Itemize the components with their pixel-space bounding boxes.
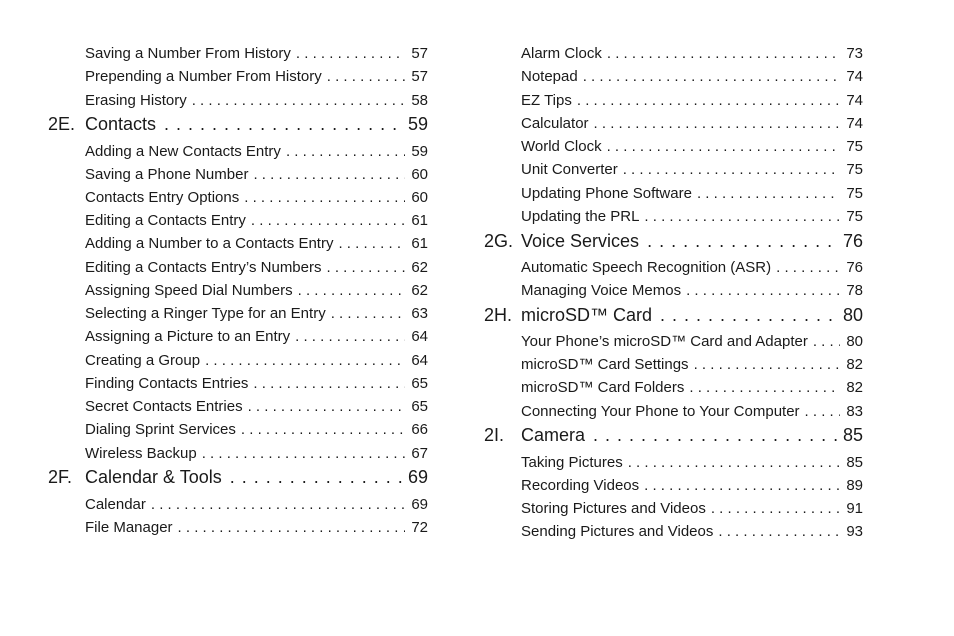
- section-page: 59: [407, 114, 428, 134]
- toc-entry-page: 62: [411, 282, 428, 299]
- section-title: Voice Services: [521, 231, 640, 251]
- dot-leader: [298, 281, 405, 301]
- section-number: 2E.: [48, 114, 76, 134]
- toc-entry-page: 72: [411, 519, 428, 536]
- toc-entry-page: 67: [411, 445, 428, 462]
- toc-entry[interactable]: [521, 476, 863, 496]
- toc-entry-title: Saving a Number From History: [85, 45, 291, 62]
- toc-entry[interactable]: [85, 281, 428, 301]
- dot-leader: [286, 142, 405, 162]
- toc-entry-page: 78: [846, 282, 863, 299]
- dot-leader: [248, 397, 405, 417]
- toc-entry-page: 64: [411, 352, 428, 369]
- toc-entry-title: Notepad: [521, 68, 578, 85]
- toc-entry-page: 75: [846, 161, 863, 178]
- toc-entry-title: Wireless Backup: [85, 445, 197, 462]
- toc-entry[interactable]: [85, 234, 428, 254]
- toc-entry[interactable]: [85, 188, 428, 208]
- toc-entry-page: 74: [846, 115, 863, 132]
- toc-entry[interactable]: [85, 327, 428, 347]
- toc-entry[interactable]: [85, 351, 428, 371]
- dot-leader: [594, 114, 840, 134]
- toc-entry-page: 82: [846, 356, 863, 373]
- toc-entry-title: Finding Contacts Entries: [85, 375, 249, 392]
- toc-entry-title: microSD™ Card Folders: [521, 379, 685, 396]
- toc-entry-title: World Clock: [521, 138, 602, 155]
- toc-entry[interactable]: [521, 453, 863, 473]
- toc-entry-page: 82: [846, 379, 863, 396]
- toc-entry[interactable]: [85, 374, 428, 394]
- section-page: 69: [407, 467, 428, 487]
- toc-entry-title: Recording Videos: [521, 477, 640, 494]
- toc-entry[interactable]: [85, 518, 428, 538]
- dot-leader: [813, 332, 840, 352]
- toc-entry[interactable]: [521, 44, 863, 64]
- dot-leader: [583, 67, 840, 87]
- toc-entry[interactable]: [521, 137, 863, 157]
- toc-entry[interactable]: [521, 522, 863, 542]
- dot-leader: [338, 234, 405, 254]
- section-title: microSD™ Card: [521, 305, 653, 325]
- toc-entry[interactable]: [521, 499, 863, 519]
- dot-leader: [607, 137, 840, 157]
- toc-entry-page: 91: [846, 500, 863, 517]
- toc-entry-page: 57: [411, 45, 428, 62]
- toc-entry[interactable]: [85, 211, 428, 231]
- dot-leader: [577, 91, 840, 111]
- toc-entry-page: 69: [411, 496, 428, 513]
- toc-entry[interactable]: [521, 207, 863, 227]
- toc-entry-page: 74: [846, 92, 863, 109]
- dot-leader: [295, 327, 405, 347]
- toc-entry-page: 75: [846, 185, 863, 202]
- toc-entry[interactable]: [521, 258, 863, 278]
- toc-entry-title: Secret Contacts Entries: [85, 398, 243, 415]
- toc-entry-title: Assigning Speed Dial Numbers: [85, 282, 293, 299]
- toc-entry-page: 83: [846, 403, 863, 420]
- toc-entry-title: Taking Pictures: [521, 454, 623, 471]
- dot-leader: [151, 495, 405, 515]
- section-number: 2F.: [48, 467, 73, 487]
- section-title: Contacts: [85, 114, 157, 134]
- toc-entry-page: 59: [411, 143, 428, 160]
- toc-entry-title: File Manager: [85, 519, 173, 536]
- toc-entry-title: Calendar: [85, 496, 146, 513]
- toc-entry-page: 61: [411, 235, 428, 252]
- toc-entry-title: Managing Voice Memos: [521, 282, 682, 299]
- toc-section-contacts[interactable]: [48, 113, 428, 135]
- dot-leader: [689, 378, 840, 398]
- dot-leader: [647, 230, 837, 252]
- toc-entry-title: Updating Phone Software: [521, 185, 692, 202]
- toc-entry-page: 60: [411, 166, 428, 183]
- toc-entry-title: Sending Pictures and Videos: [521, 523, 714, 540]
- toc-entry[interactable]: [521, 378, 863, 398]
- toc-entry[interactable]: [521, 184, 863, 204]
- toc-section-calendar-tools[interactable]: [48, 466, 428, 488]
- toc-entry-title: Adding a New Contacts Entry: [85, 143, 281, 160]
- toc-entry[interactable]: [85, 304, 428, 324]
- section-title: Camera: [521, 425, 586, 445]
- toc-entry-title: Saving a Phone Number: [85, 166, 249, 183]
- toc-entry-page: 75: [846, 138, 863, 155]
- toc-entry[interactable]: [85, 67, 428, 87]
- toc-entry-page: 75: [846, 208, 863, 225]
- dot-leader: [241, 420, 405, 440]
- dot-leader: [711, 499, 840, 519]
- toc-entry[interactable]: [85, 91, 428, 111]
- dot-leader: [644, 476, 840, 496]
- toc-entry-page: 61: [411, 212, 428, 229]
- toc-entry-title: Storing Pictures and Videos: [521, 500, 706, 517]
- dot-leader: [628, 453, 840, 473]
- toc-entry-page: 63: [411, 305, 428, 322]
- toc-entry[interactable]: [85, 258, 428, 278]
- toc-entry-title: Your Phone’s microSD™ Card and Adapter: [521, 333, 808, 350]
- section-page: 80: [842, 305, 863, 325]
- toc-entry[interactable]: [521, 402, 863, 422]
- dot-leader: [607, 44, 840, 64]
- toc-entry-title: Calculator: [521, 115, 589, 132]
- toc-entry[interactable]: [521, 91, 863, 111]
- toc-entry[interactable]: [85, 420, 428, 440]
- toc-entry-page: 60: [411, 189, 428, 206]
- dot-leader: [192, 91, 405, 111]
- toc-entry-title: Editing a Contacts Entry’s Numbers: [85, 259, 322, 276]
- toc-entry-title: Prepending a Number From History: [85, 68, 322, 85]
- dot-leader: [718, 522, 840, 542]
- toc-entry-page: 66: [411, 421, 428, 438]
- toc-entry-title: Automatic Speech Recognition (ASR): [521, 259, 772, 276]
- toc-entry-title: Updating the PRL: [521, 208, 640, 225]
- toc-entry-page: 58: [411, 92, 428, 109]
- dot-leader: [776, 258, 840, 278]
- section-page: 76: [842, 231, 863, 251]
- dot-leader: [296, 44, 405, 64]
- toc-section-microsd-card[interactable]: [484, 304, 863, 326]
- dot-leader: [205, 351, 405, 371]
- toc-entry[interactable]: [85, 142, 428, 162]
- toc-entry-page: 65: [411, 375, 428, 392]
- section-number: 2G.: [484, 231, 514, 251]
- dot-leader: [593, 424, 837, 446]
- dot-leader: [686, 281, 840, 301]
- toc-entry-title: Dialing Sprint Services: [85, 421, 236, 438]
- toc-entry-page: 80: [846, 333, 863, 350]
- dot-leader: [623, 160, 840, 180]
- toc-entry[interactable]: [85, 444, 428, 464]
- toc-entry-title: microSD™ Card Settings: [521, 356, 689, 373]
- toc-entry-title: EZ Tips: [521, 92, 572, 109]
- section-number: 2I.: [484, 425, 505, 445]
- dot-leader: [178, 518, 405, 538]
- toc-entry[interactable]: [85, 44, 428, 64]
- toc-entry[interactable]: [521, 355, 863, 375]
- dot-leader: [697, 184, 840, 204]
- dot-leader: [253, 374, 405, 394]
- toc-entry[interactable]: [521, 281, 863, 301]
- toc-entry[interactable]: [85, 397, 428, 417]
- section-title: Calendar & Tools: [85, 467, 222, 487]
- toc-entry-title: Unit Converter: [521, 161, 618, 178]
- dot-leader: [694, 355, 840, 375]
- toc-entry[interactable]: [85, 165, 428, 185]
- toc-entry[interactable]: [521, 332, 863, 352]
- toc-entry-title: Alarm Clock: [521, 45, 602, 62]
- toc-entry-page: 64: [411, 328, 428, 345]
- toc-entry[interactable]: [521, 67, 863, 87]
- toc-entry-page: 57: [411, 68, 428, 85]
- dot-leader: [244, 188, 405, 208]
- toc-entry-page: 62: [411, 259, 428, 276]
- dot-leader: [644, 207, 840, 227]
- toc-entry-page: 73: [846, 45, 863, 62]
- toc-entry-title: Editing a Contacts Entry: [85, 212, 246, 229]
- dot-leader: [230, 466, 402, 488]
- toc-entry-title: Adding a Number to a Contacts Entry: [85, 235, 334, 252]
- dot-leader: [251, 211, 405, 231]
- toc-entry-title: Assigning a Picture to an Entry: [85, 328, 291, 345]
- toc-entry-page: 65: [411, 398, 428, 415]
- dot-leader: [331, 304, 405, 324]
- toc-section-voice-services[interactable]: [484, 230, 863, 252]
- toc-entry-title: Selecting a Ringer Type for an Entry: [85, 305, 326, 322]
- toc-entry-page: 76: [846, 259, 863, 276]
- dot-leader: [660, 304, 837, 326]
- toc-entry-title: Creating a Group: [85, 352, 201, 369]
- toc-entry-page: 85: [846, 454, 863, 471]
- toc-entry-title: Contacts Entry Options: [85, 189, 240, 206]
- dot-leader: [253, 165, 405, 185]
- toc-entry-title: Erasing History: [85, 92, 187, 109]
- toc-entry[interactable]: [85, 495, 428, 515]
- dot-leader: [327, 67, 405, 87]
- toc-entry-page: 74: [846, 68, 863, 85]
- toc-entry[interactable]: [521, 114, 863, 134]
- dot-leader: [805, 402, 840, 422]
- toc-entry-page: 89: [846, 477, 863, 494]
- toc-entry[interactable]: [521, 160, 863, 180]
- dot-leader: [327, 258, 406, 278]
- dot-leader: [202, 444, 405, 464]
- section-page: 85: [842, 425, 863, 445]
- toc-section-camera[interactable]: [484, 424, 863, 446]
- toc-entry-title: Connecting Your Phone to Your Computer: [521, 403, 800, 420]
- toc-entry-page: 93: [846, 523, 863, 540]
- dot-leader: [164, 113, 402, 135]
- section-number: 2H.: [484, 305, 513, 325]
